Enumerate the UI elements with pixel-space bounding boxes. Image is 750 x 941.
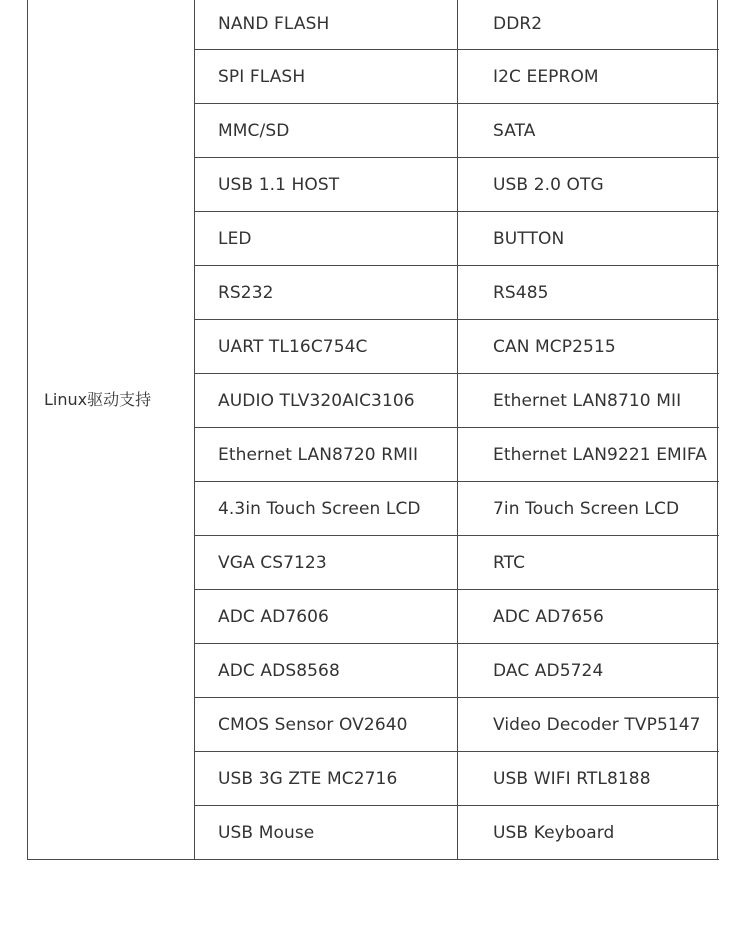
row-header-label: Linux驱动支持 bbox=[44, 390, 152, 409]
table-row bbox=[195, 266, 719, 320]
driver-cell: SPI FLASH bbox=[195, 50, 458, 103]
driver-cell: Video Decoder TVP5147 bbox=[458, 698, 718, 751]
table-row bbox=[195, 482, 719, 536]
driver-cell: RS485 bbox=[458, 266, 718, 319]
table-row bbox=[195, 428, 719, 482]
driver-cell: ADC AD7606 bbox=[195, 590, 458, 643]
table-row bbox=[195, 590, 719, 644]
driver-cell: DAC AD5724 bbox=[458, 644, 718, 697]
table-row bbox=[195, 698, 719, 752]
driver-cell: USB Keyboard bbox=[458, 806, 718, 859]
driver-cell: USB 2.0 OTG bbox=[458, 158, 718, 211]
driver-cell: VGA CS7123 bbox=[195, 536, 458, 589]
table-row bbox=[195, 536, 719, 590]
driver-cell: USB Mouse bbox=[195, 806, 458, 859]
table-row bbox=[195, 320, 719, 374]
table-border bbox=[27, 0, 28, 46]
driver-cell: CAN MCP2515 bbox=[458, 320, 718, 373]
driver-cell: LED bbox=[195, 212, 458, 265]
driver-cell: ADC AD7656 bbox=[458, 590, 718, 643]
table-row bbox=[195, 644, 719, 698]
driver-cell: USB WIFI RTL8188 bbox=[458, 752, 718, 805]
driver-cell: AUDIO TLV320AIC3106 bbox=[195, 374, 458, 427]
table-row bbox=[195, 374, 719, 428]
driver-cell: MMC/SD bbox=[195, 104, 458, 157]
driver-cell: SATA bbox=[458, 104, 718, 157]
row-header-cell bbox=[27, 0, 194, 860]
driver-cell: RTC bbox=[458, 536, 718, 589]
driver-cell: Ethernet LAN8720 RMII bbox=[195, 428, 458, 481]
table-row bbox=[195, 50, 719, 104]
driver-cell: USB 1.1 HOST bbox=[195, 158, 458, 211]
table-row bbox=[195, 752, 719, 806]
driver-cell: ADC ADS8568 bbox=[195, 644, 458, 697]
driver-cell: 4.3in Touch Screen LCD bbox=[195, 482, 458, 535]
driver-cell: Ethernet LAN8710 MII bbox=[458, 374, 718, 427]
driver-cell: Ethernet LAN9221 EMIFA bbox=[458, 428, 718, 481]
driver-cell: DDR2 bbox=[458, 0, 718, 49]
table-row bbox=[195, 212, 719, 266]
table-row bbox=[195, 806, 719, 860]
driver-cell: CMOS Sensor OV2640 bbox=[195, 698, 458, 751]
driver-cell: UART TL16C754C bbox=[195, 320, 458, 373]
table-row bbox=[195, 0, 719, 50]
driver-cell: I2C EEPROM bbox=[458, 50, 718, 103]
table-row bbox=[195, 104, 719, 158]
driver-cell: USB 3G ZTE MC2716 bbox=[195, 752, 458, 805]
driver-cell: 7in Touch Screen LCD bbox=[458, 482, 718, 535]
driver-cell: RS232 bbox=[195, 266, 458, 319]
driver-support-table bbox=[27, 0, 718, 861]
driver-cell: NAND FLASH bbox=[195, 0, 458, 49]
table-row bbox=[195, 158, 719, 212]
driver-grid bbox=[194, 0, 719, 860]
driver-cell: BUTTON bbox=[458, 212, 718, 265]
